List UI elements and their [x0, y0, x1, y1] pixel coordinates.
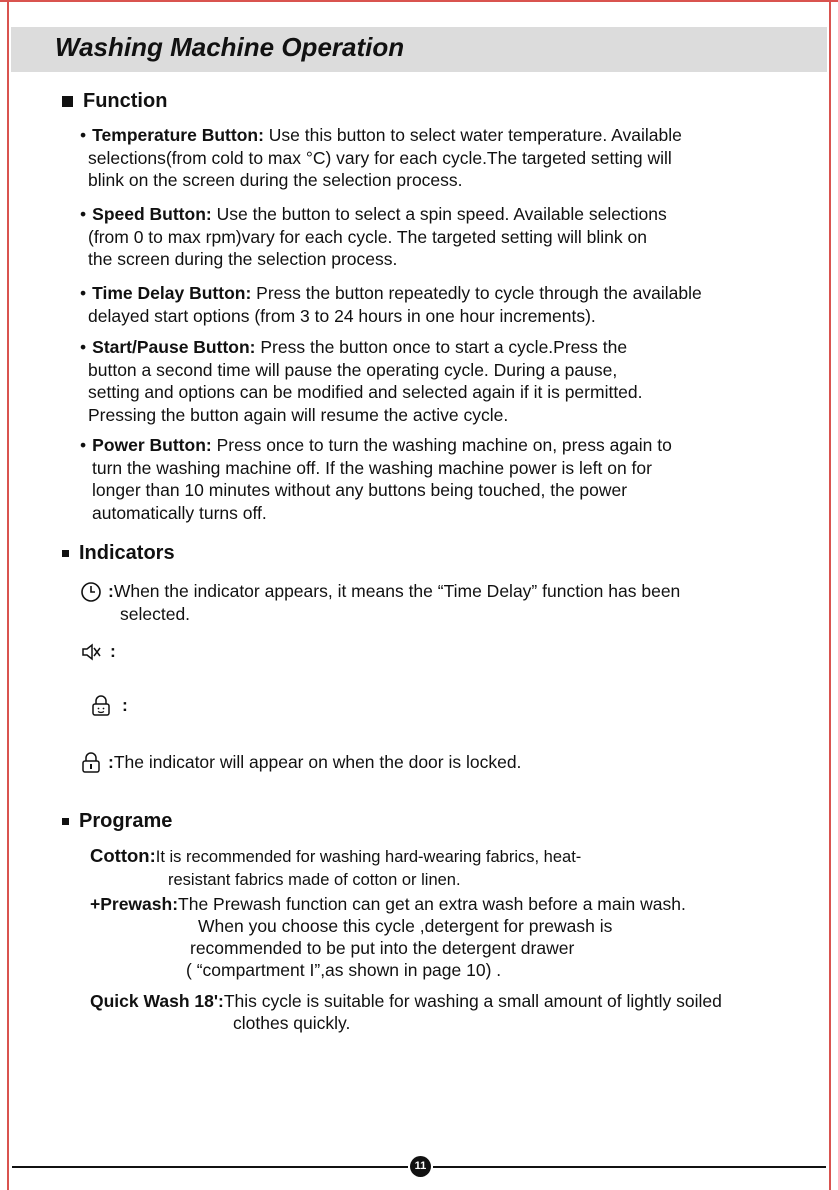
footer-line-left [12, 1166, 408, 1168]
page-title: Washing Machine Operation [55, 32, 405, 62]
square-bullet-icon [62, 550, 69, 557]
program-quick-wash: Quick Wash 18':This cycle is suitable for washing a small amount of lightly soiled clothes quickly. [90, 991, 722, 1033]
function-heading: Function [62, 90, 167, 113]
square-bullet-icon [62, 96, 73, 107]
door-lock-icon [80, 752, 102, 774]
indicator-door-lock: :The indicator will appear on when the door is locked. [80, 751, 521, 774]
program-prewash: +Prewash:The Prewash function can get an extra wash before a main wash. When you choose this cycle ,detergent for prewash is recommended to be put into the detergent drawer ( “compartment I”,as shown in page 10) . [90, 894, 686, 980]
programe-heading: Programe [62, 810, 172, 833]
speed-button-item: • Speed Button: Use the button to select a spin speed. Available selections (from 0 to max rpm)vary for each cycle. The targeted setting will blink on the screen during the selection process. [80, 204, 667, 269]
item-label: Temperature Button: [92, 125, 264, 145]
indicator-child-lock: : [80, 694, 128, 717]
program-cotton: Cotton:It is recommended for washing hard-wearing fabrics, heat- resistant fabrics made of cotton or linen. [90, 845, 582, 889]
clock-icon [80, 581, 102, 603]
child-lock-icon [90, 695, 112, 717]
item-label: Start/Pause Button: [92, 337, 256, 357]
power-button-item: • Power Button: Press once to turn the washing machine on, press again to turn the washing machine off. If the washing machine power is left on for longer than 10 minutes without any buttons being touched, the power automatically turns off. [80, 435, 672, 523]
footer-line-right [433, 1166, 826, 1168]
indicator-mute: : [80, 640, 116, 663]
item-label: Power Button: [92, 435, 212, 455]
start-pause-button-item: • Start/Pause Button: Press the button once to start a cycle.Press the button a second time will pause the operating cycle. During a pause, setting and options can be modified and selected again if it is permitted. Pressing the button again will resume the active cycle. [80, 337, 643, 425]
square-bullet-icon [62, 818, 69, 825]
mute-icon [80, 641, 102, 663]
page-number: 11 [410, 1156, 431, 1177]
program-label: Cotton: [90, 845, 156, 866]
program-label: +Prewash: [90, 894, 179, 914]
indicator-clock: :When the indicator appears, it means the “Time Delay” function has been selected. [80, 580, 680, 625]
program-label: Quick Wash 18': [90, 991, 224, 1011]
top-border [0, 0, 838, 2]
right-border [829, 0, 831, 1190]
temperature-button-item: • Temperature Button: Use this button to select water temperature. Available selections(from cold to max °C) vary for each cycle.The targeted setting will blink on the screen during the selection process. [80, 125, 682, 190]
item-label: Speed Button: [92, 204, 212, 224]
left-border [7, 0, 9, 1190]
item-label: Time Delay Button: [92, 283, 252, 303]
indicators-heading: Indicators [62, 542, 175, 565]
time-delay-button-item: • Time Delay Button: Press the button repeatedly to cycle through the available delayed start options (from 3 to 24 hours in one hour increments). [80, 283, 702, 326]
